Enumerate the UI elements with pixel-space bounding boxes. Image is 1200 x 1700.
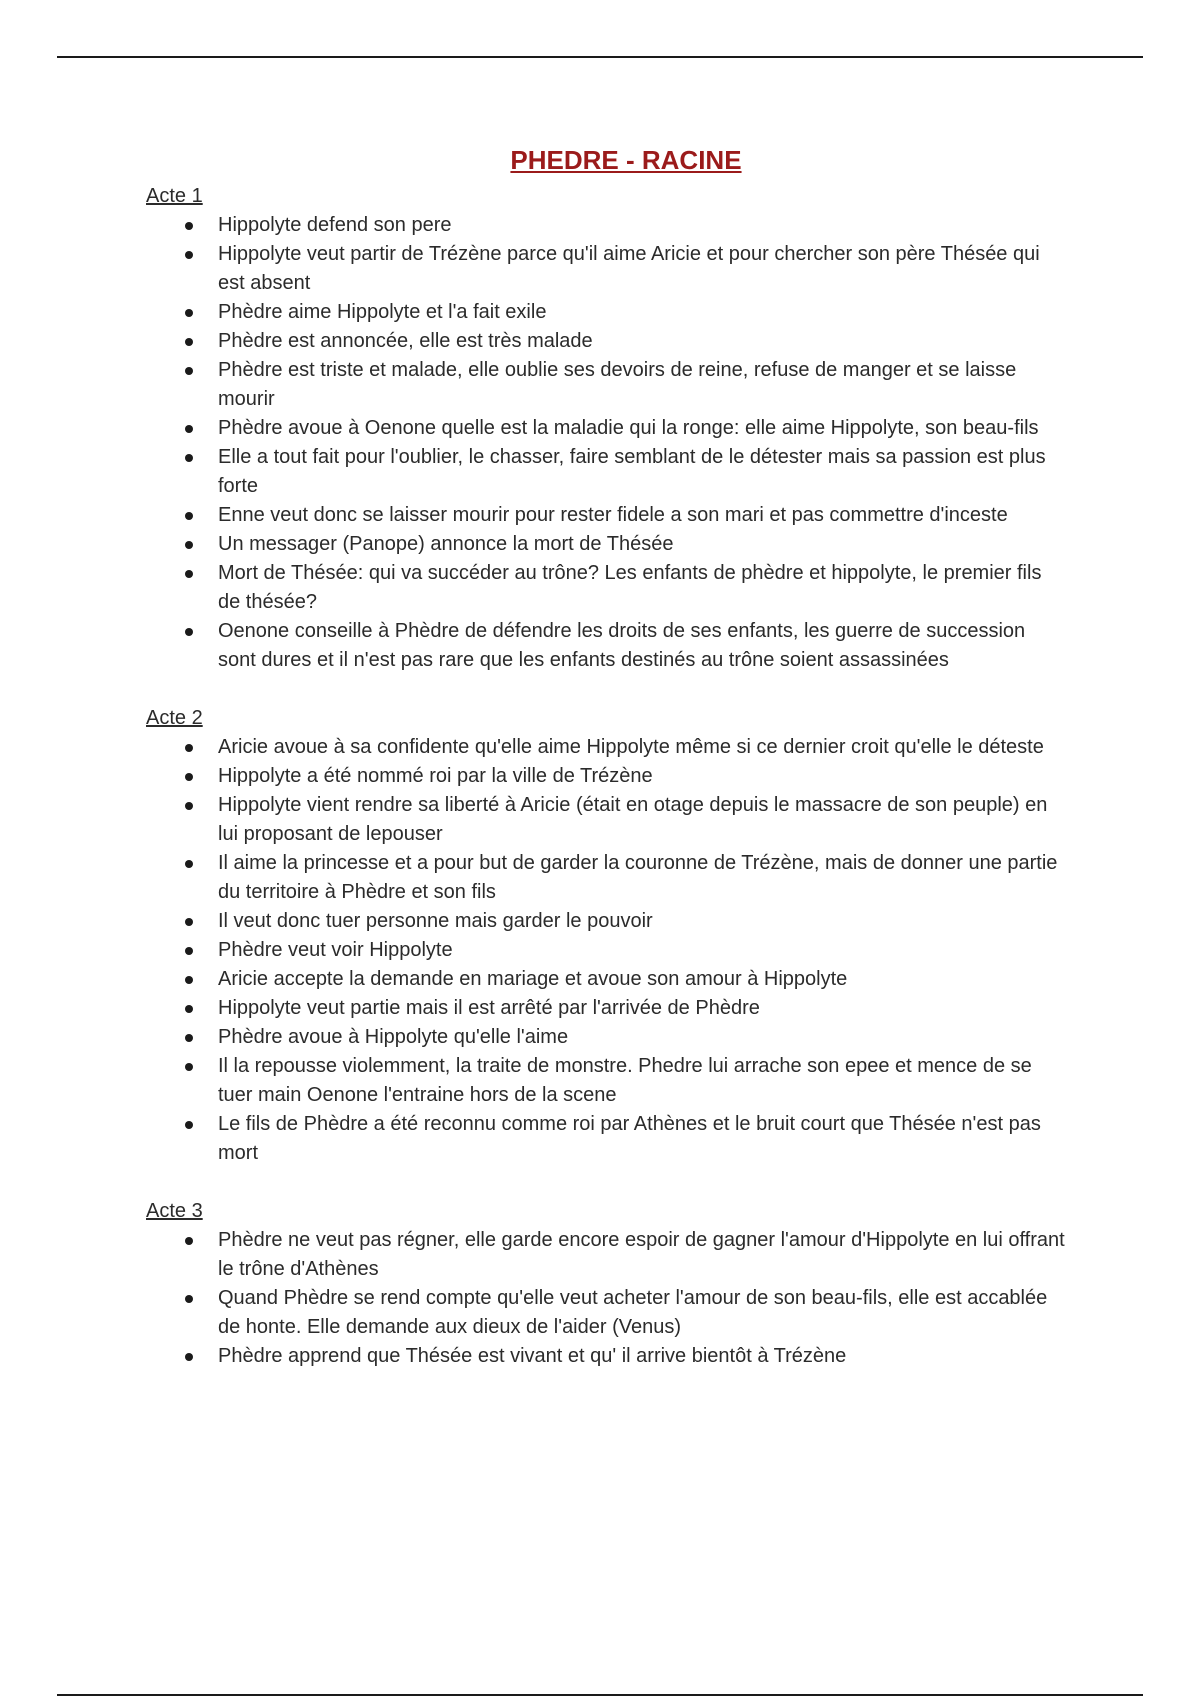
list-item: Quand Phèdre se rend compte qu'elle veut acheter l'amour de son beau-fils, elle est accablée de honte. Elle demande aux dieux de l'aider (Venus) [146,1284,1066,1342]
list-item: Enne veut donc se laisser mourir pour rester fidele a son mari et pas commettre d'inceste [146,501,1066,530]
list-item: Hippolyte defend son pere [146,211,1066,240]
list-item: Oenone conseille à Phèdre de défendre les droits de ses enfants, les guerre de succession sont dures et il n'est pas rare que les enfants destinés au trône soient assassinées [146,617,1066,675]
top-rule [57,56,1143,58]
bullet-list [146,1226,1066,1371]
list-item: Phèdre veut voir Hippolyte [146,936,1066,965]
list-item: Mort de Thésée: qui va succéder au trône? Les enfants de phèdre et hippolyte, le premier fils de thésée? [146,559,1066,617]
list-item: Il la repousse violemment, la traite de monstre. Phedre lui arrache son epee et mence de se tuer main Oenone l'entraine hors de la scene [146,1052,1066,1110]
list-item: Aricie avoue à sa confidente qu'elle aime Hippolyte même si ce dernier croit qu'elle le déteste [146,733,1066,762]
document-body [146,142,1066,1371]
section-acte-3 [146,1197,1066,1371]
list-item: Phèdre apprend que Thésée est vivant et qu' il arrive bientôt à Trézène [146,1342,1066,1371]
bullet-list [146,211,1066,675]
list-item: Phèdre avoue à Hippolyte qu'elle l'aime [146,1023,1066,1052]
list-item: Aricie accepte la demande en mariage et avoue son amour à Hippolyte [146,965,1066,994]
list-item: Il veut donc tuer personne mais garder le pouvoir [146,907,1066,936]
list-item: Un messager (Panope) annonce la mort de Thésée [146,530,1066,559]
list-item: Hippolyte vient rendre sa liberté à Aricie (était en otage depuis le massacre de son peuple) en lui proposant de lepouser [146,791,1066,849]
list-item: Phèdre est triste et malade, elle oublie ses devoirs de reine, refuse de manger et se laisse mourir [146,356,1066,414]
list-item: Hippolyte veut partir de Trézène parce qu'il aime Aricie et pour chercher son père Thésée qui est absent [146,240,1066,298]
list-item: Il aime la princesse et a pour but de garder la couronne de Trézène, mais de donner une partie du territoire à Phèdre et son fils [146,849,1066,907]
section-acte-2 [146,704,1066,1168]
section-heading: Acte 2 [146,707,203,729]
section-heading: Acte 3 [146,1200,203,1222]
bottom-rule [57,1694,1143,1696]
list-item: Phèdre ne veut pas régner, elle garde encore espoir de gagner l'amour d'Hippolyte en lui offrant le trône d'Athènes [146,1226,1066,1284]
list-item: Elle a tout fait pour l'oublier, le chasser, faire semblant de le détester mais sa passion est plus forte [146,443,1066,501]
list-item: Phèdre est annoncée, elle est très malade [146,327,1066,356]
list-item: Phèdre avoue à Oenone quelle est la maladie qui la ronge: elle aime Hippolyte, son beau-fils [146,414,1066,443]
page-title: PHEDRE - RACINE [510,145,742,175]
list-item: Hippolyte veut partie mais il est arrêté par l'arrivée de Phèdre [146,994,1066,1023]
list-item: Phèdre aime Hippolyte et l'a fait exile [146,298,1066,327]
list-item: Hippolyte a été nommé roi par la ville de Trézène [146,762,1066,791]
section-heading: Acte 1 [146,185,203,207]
section-acte-1 [146,182,1066,675]
list-item: Le fils de Phèdre a été reconnu comme roi par Athènes et le bruit court que Thésée n'est pas mort [146,1110,1066,1168]
bullet-list [146,733,1066,1168]
